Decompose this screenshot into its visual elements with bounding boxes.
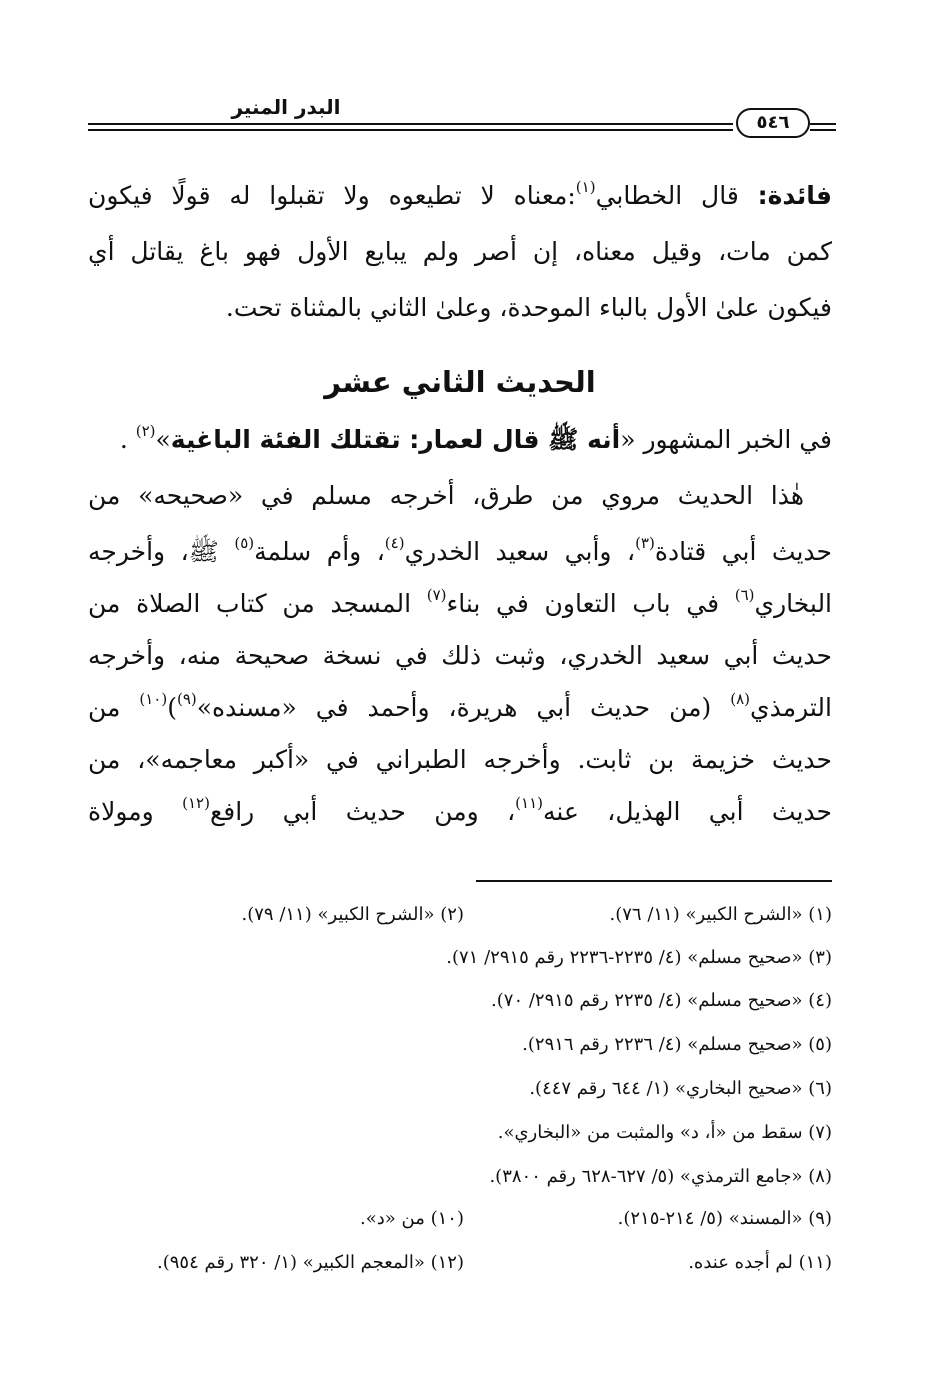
page-header — [88, 92, 836, 152]
body-line-1 — [88, 476, 832, 516]
body-line-3 — [88, 584, 832, 624]
footnote-12: (١٢) «المعجم الكبير» (١/ ٣٢٠ رقم ٩٥٤). — [157, 1252, 464, 1273]
footnote-8: (٨) «جامع الترمذي» (٥/ ٦٢٧-٦٢٨ رقم ٣٨٠٠). — [489, 1166, 832, 1187]
footnote-ref-5: (٥) — [234, 534, 255, 552]
footnote-11: (١١) لم أجده عنده. — [688, 1252, 832, 1273]
body-text: ومولاة — [88, 797, 183, 826]
intro-text: قال الخطابي — [595, 181, 739, 210]
intro-line-3: فيكون علىٰ الأول بالباء الموحدة، وعلىٰ الثاني بالمثناة تحت. — [225, 293, 832, 322]
footnote-2: (٢) «الشرح الكبير» (١١/ ٧٩). — [241, 904, 464, 925]
section-heading: الحديث الثاني عشر — [324, 365, 596, 399]
footnote-5: (٥) «صحيح مسلم» (٤/ ٢٢٣٦ رقم ٢٩١٦). — [522, 1034, 832, 1055]
body-text: هٰذا الحديث مروي من طرق، أخرجه مسلم في «صحيحه» من — [88, 481, 804, 510]
footnote-4: (٤) «صحيح مسلم» (٤/ ٢٢٣٥ رقم ٢٩١٥/ ٧٠). — [491, 990, 832, 1011]
footnote-ref-2: (٢) — [135, 422, 156, 440]
header-rule-top — [88, 123, 733, 125]
intro-line-2: كمن مات، وقيل معناه، إن أصر ولم يبايع الأول فهو باغ يقاتل أي — [88, 237, 832, 266]
footnote-ref-11: (١١) — [515, 794, 543, 812]
hadith-prefix: في الخبر المشهور « — [620, 425, 832, 454]
body-text: المسجد من كتاب الصلاة من — [88, 589, 427, 618]
body-text: حديث أبي الهذيل، عنه — [543, 797, 832, 826]
body-line-6: حديث خزيمة بن ثابت. وأخرجه الطبراني في «أكبر معاجمه»، من — [88, 745, 832, 774]
footnote-ref-3: (٣) — [635, 534, 655, 552]
page-number: ٥٤٦ — [736, 108, 810, 138]
footnote-ref-6: (٦) — [734, 586, 755, 604]
body-text: البخاري — [754, 589, 833, 618]
footnote-9: (٩) «المسند» (٥/ ٢١٤-٢١٥). — [617, 1208, 832, 1229]
footnote-3: (٣) «صحيح مسلم» (٤/ ٢٢٣٥-٢٢٣٦ رقم ٢٩١٥/ ٧١). — [446, 947, 832, 968]
body-text: ﷺ، وأخرجه — [88, 537, 235, 566]
body-text: (من حديث أبي هريرة، وأحمد في «مسنده» — [196, 693, 731, 722]
body-text: ، وأم سلمة — [254, 537, 385, 566]
footnote-ref-9: (٩) — [176, 690, 197, 708]
header-rule-right-bottom — [810, 129, 836, 131]
body-text: حديث أبي قتادة — [654, 537, 832, 566]
hadith-line — [88, 420, 832, 460]
footnote-separator — [476, 880, 832, 882]
body-text: في باب التعاون في بناء — [446, 589, 735, 618]
intro-line-1 — [88, 176, 832, 216]
hadith-text: أنه ﷺ قال لعمار: تقتلك الفئة الباغية — [170, 425, 621, 454]
footnote-6: (٦) «صحيح البخاري» (١/ ٦٤٤ رقم ٤٤٧). — [529, 1078, 832, 1099]
header-rule-bottom — [88, 129, 733, 131]
footnote-ref-7: (٧) — [426, 586, 447, 604]
body-text: من — [88, 693, 140, 722]
footnote-ref-10: (١٠) — [139, 690, 168, 708]
body-line-5 — [88, 688, 832, 728]
note-label: فائدة: — [757, 181, 832, 210]
body-text: الترمذي — [750, 693, 832, 722]
body-text: ، وأبي سعيد الخدري — [404, 537, 636, 566]
body-text: ) — [167, 693, 177, 722]
body-line-4: حديث أبي سعيد الخدري، وثبت ذلك في نسخة صحيحة منه، وأخرجه — [88, 641, 832, 670]
hadith-end: . — [119, 425, 136, 454]
footnote-ref-12: (١٢) — [182, 794, 210, 812]
footnote-1: (١) «الشرح الكبير» (١١/ ٧٦). — [609, 904, 832, 925]
body-line-7 — [88, 792, 832, 832]
header-rule-right-top — [810, 123, 836, 125]
body-text: ، ومن حديث أبي رافع — [209, 797, 516, 826]
hadith-suffix: » — [155, 425, 171, 454]
body-line-2 — [88, 532, 832, 572]
running-title: البدر المنير — [231, 95, 341, 119]
footnote-10: (١٠) من «د». — [360, 1208, 464, 1229]
footnote-7: (٧) سقط من «أ، د» والمثبت من «البخاري». — [497, 1122, 832, 1143]
footnote-ref-4: (٤) — [384, 534, 405, 552]
footnote-ref-8: (٨) — [730, 690, 750, 708]
footnote-ref-1: (١) — [575, 178, 596, 196]
intro-text: :معناه لا تطيعوه ولا تقبلوا له قولًا فيكون — [88, 181, 576, 210]
